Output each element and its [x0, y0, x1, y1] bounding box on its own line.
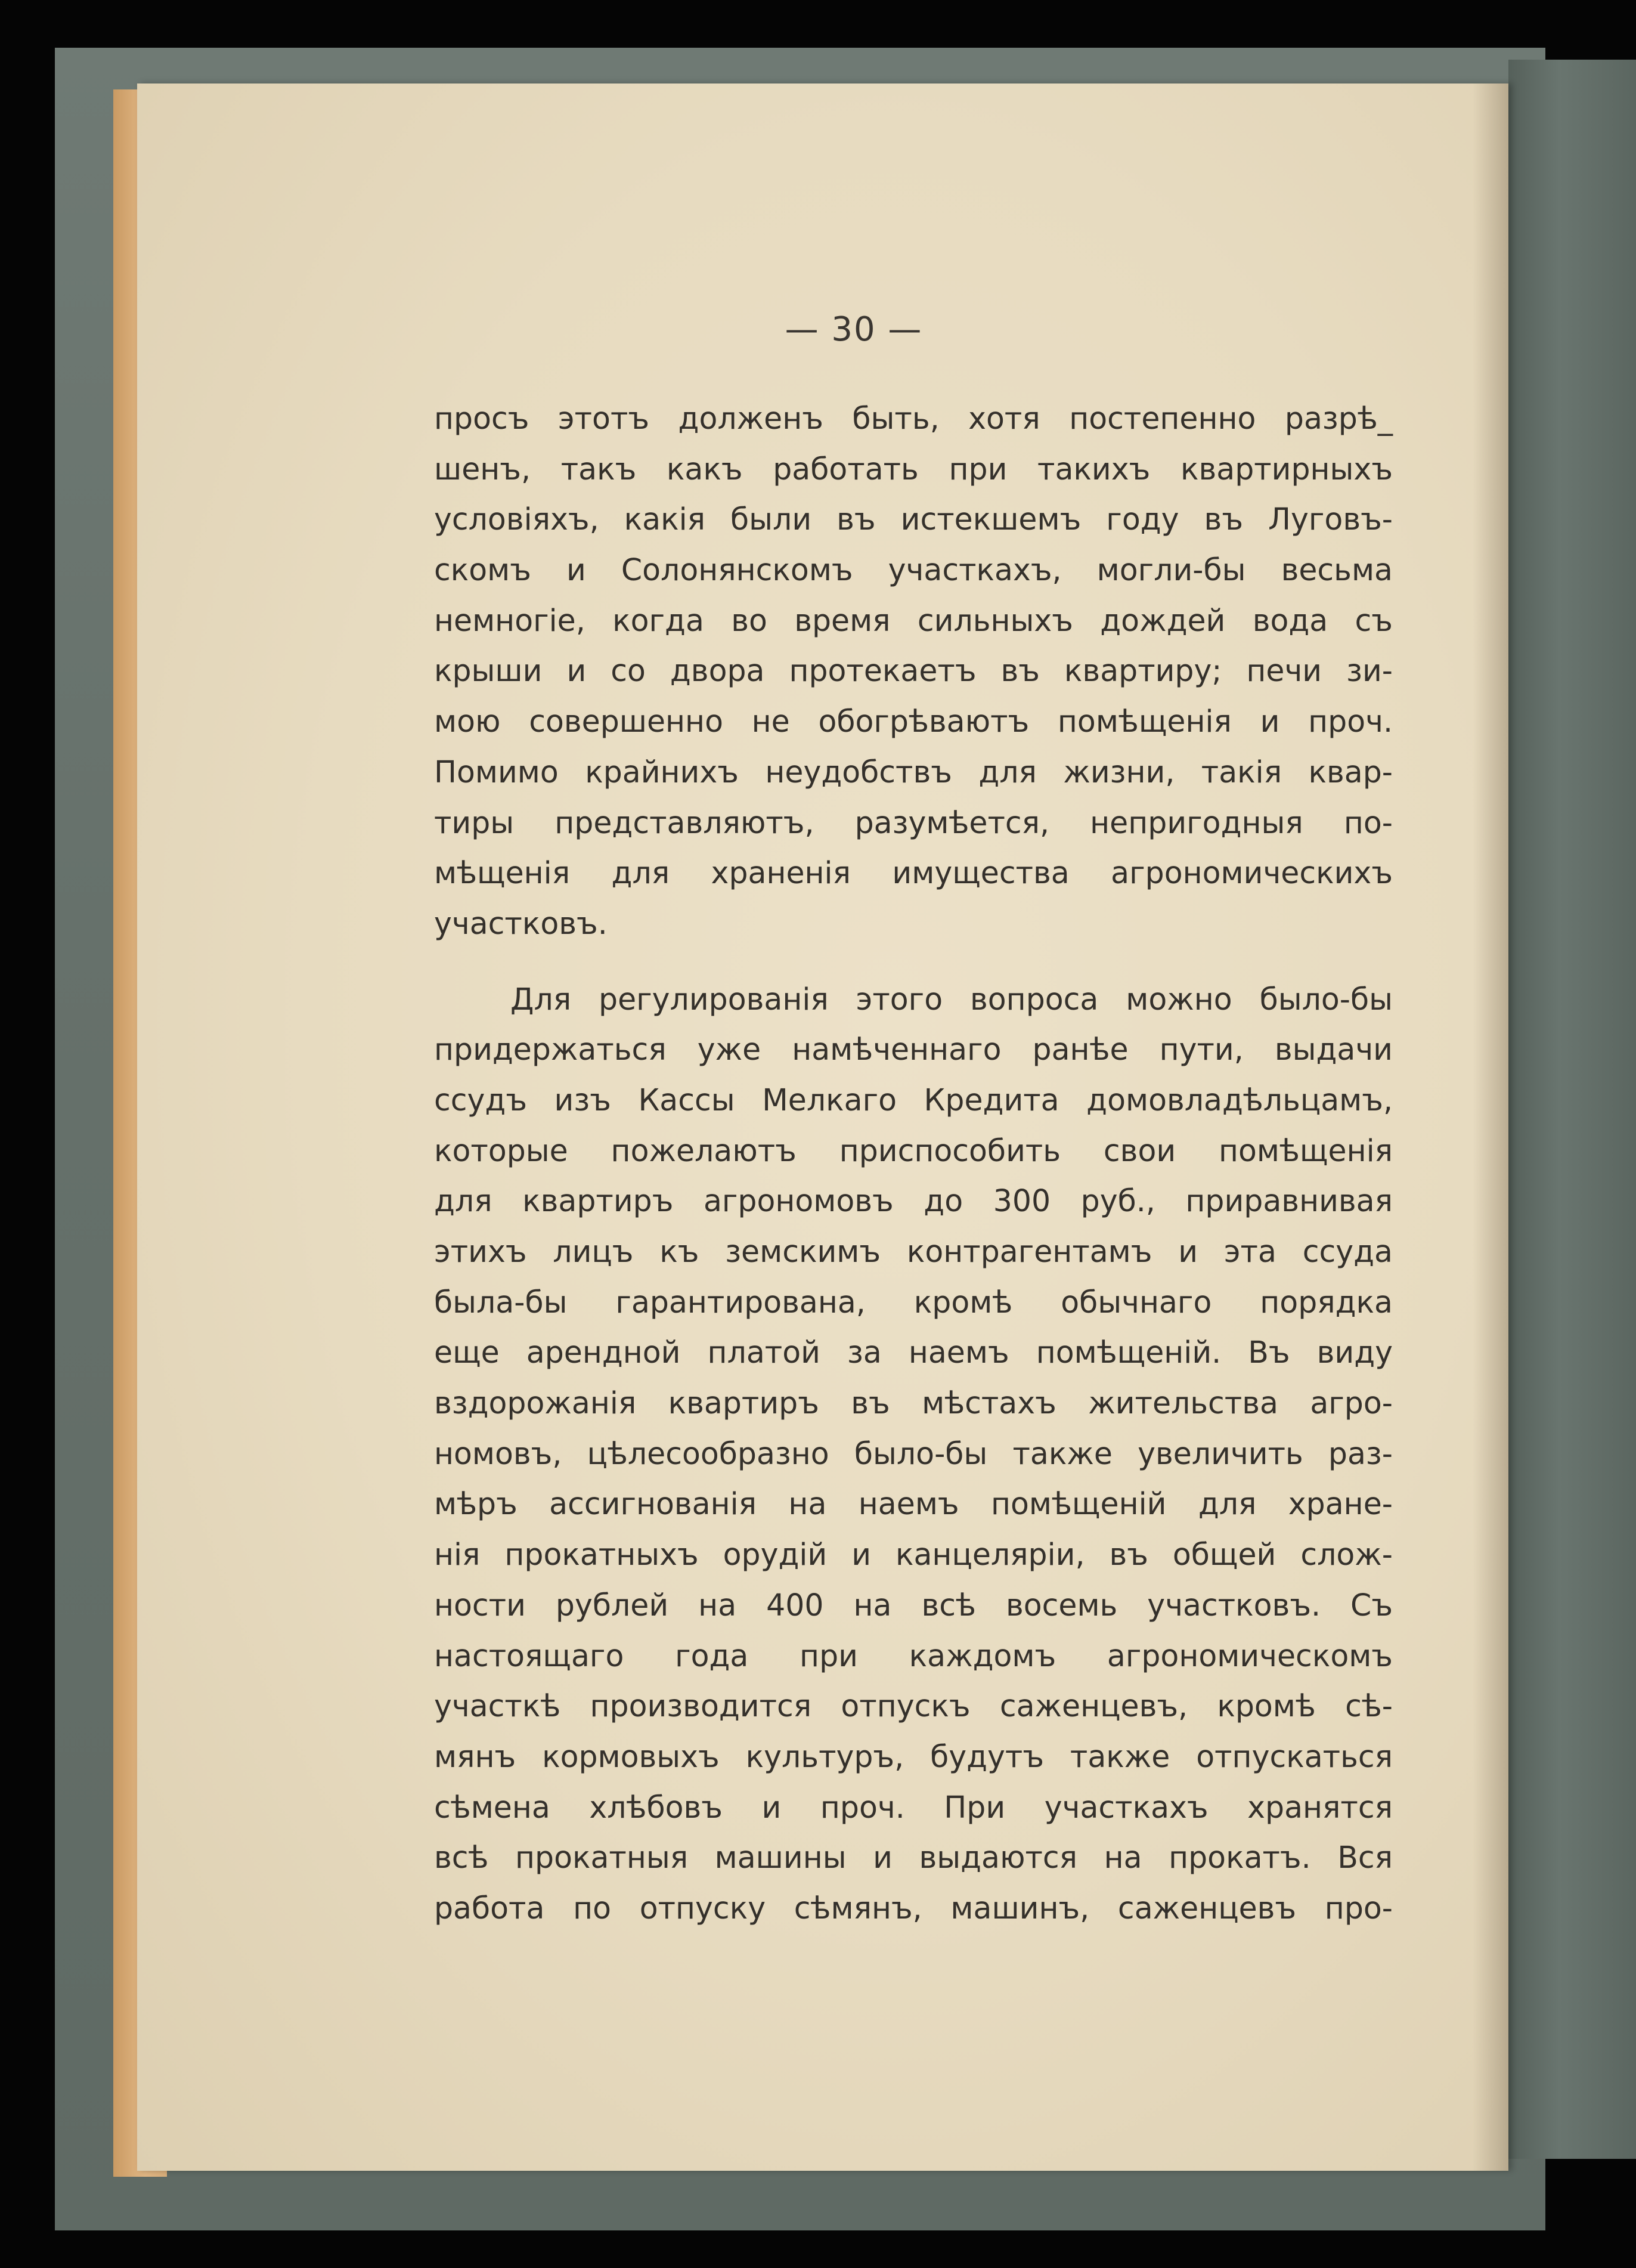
text-line: придержаться уже намѣченнаго ранѣе пути, выдачи: [434, 1032, 1393, 1068]
paragraph-spacing: [434, 949, 1393, 974]
paragraph-2: [434, 974, 1393, 1934]
text-line: участкѣ производится отпускъ саженцевъ, кромѣ сѣ-: [434, 1688, 1393, 1724]
text-line: мѣръ ассигнованiя на наемъ помѣщенiй для хране-: [434, 1486, 1393, 1522]
text-line: которые пожелаютъ приспособить свои помѣщенiя: [434, 1133, 1393, 1168]
paragraph-1: [434, 394, 1393, 949]
text-line: сѣмена хлѣбовъ и проч. При участкахъ хранятся: [434, 1789, 1393, 1825]
text-line: вздорожанiя квартиръ въ мѣстахъ жительства агро-: [434, 1385, 1393, 1421]
text-line: для квартиръ агрономовъ до 300 руб., приравнивая: [434, 1183, 1393, 1219]
text-line: работа по отпуску сѣмянъ, машинъ, саженцевъ про-: [434, 1890, 1393, 1926]
text-line: шенъ, такъ какъ работать при такихъ квартирныхъ: [434, 451, 1393, 487]
text-line: тиры представляютъ, разумѣется, непригодныя по-: [434, 805, 1393, 840]
body-text: [434, 394, 1393, 1934]
text-line: крыши и со двора протекаетъ въ квартиру; печи зи-: [434, 653, 1393, 689]
page-edge-shadow: [1473, 83, 1508, 2171]
page-number: — 30 —: [785, 310, 923, 349]
text-line: условiяхъ, какiя были въ истекшемъ году въ Луговъ-: [434, 502, 1393, 537]
text-line: Для регулированiя этого вопроса можно было-бы: [510, 981, 1393, 1017]
text-line: Помимо крайнихъ неудобствъ для жизни, такiя квар-: [434, 754, 1393, 790]
text-line: мѣщенiя для храненiя имущества агрономическихъ: [434, 855, 1393, 891]
text-line: настоящаго года при каждомъ агрономическомъ: [434, 1638, 1393, 1673]
book-cover-edge: [1508, 60, 1636, 2159]
text-line: была-бы гарантирована, кромѣ обычнаго порядка: [434, 1284, 1393, 1320]
text-line: всѣ прокатныя машины и выдаются на прокатъ. Вся: [434, 1840, 1393, 1876]
text-line: мою совершенно не обогрѣваютъ помѣщенiя и проч.: [434, 704, 1393, 740]
text-line: этихъ лицъ къ земскимъ контрагентамъ и эта ссуда: [434, 1234, 1393, 1269]
text-line: ности рублей на 400 на всѣ восемь участковъ. Съ: [434, 1587, 1393, 1623]
text-line: еще арендной платой за наемъ помѣщенiй. Въ виду: [434, 1335, 1393, 1370]
text-line: мянъ кормовыхъ культуръ, будутъ также отпускаться: [434, 1738, 1393, 1774]
text-line: немногiе, когда во время сильныхъ дождей вода съ: [434, 602, 1393, 638]
text-line: номовъ, цѣлесообразно было-бы также увеличить раз-: [434, 1435, 1393, 1471]
text-line: просъ этотъ долженъ быть, хотя постепенно разрѣ_: [434, 401, 1393, 436]
text-line: участковъ.: [434, 905, 608, 941]
text-line: нiя прокатныхъ орудiй и канцелярiи, въ общей слож-: [434, 1537, 1393, 1573]
text-line: скомъ и Солонянскомъ участкахъ, могли-бы весьма: [434, 552, 1393, 588]
text-line: ссудъ изъ Кассы Мелкаго Кредита домовладѣльцамъ,: [434, 1082, 1393, 1118]
